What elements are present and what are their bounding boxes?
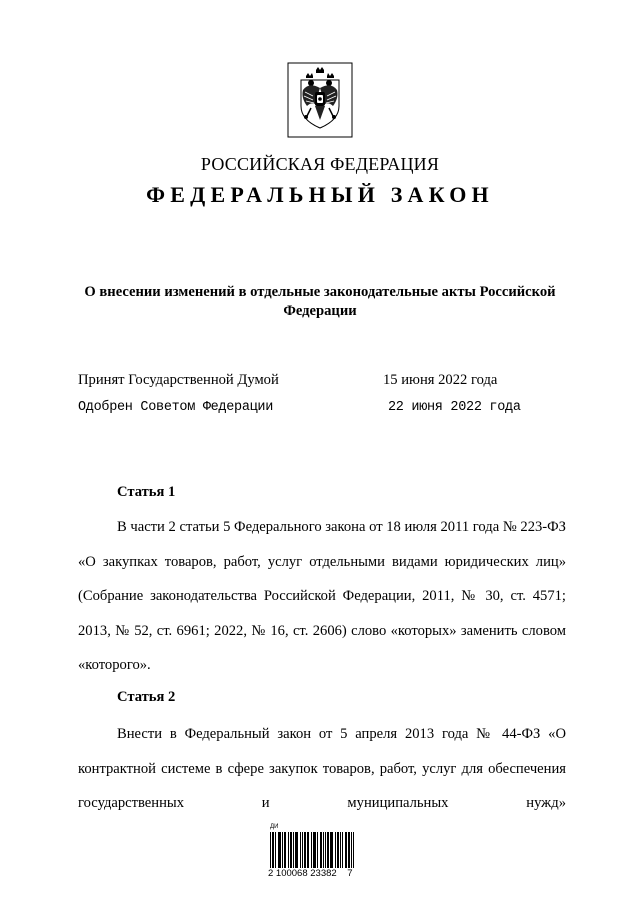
barcode-bar xyxy=(308,832,309,868)
barcode-bar xyxy=(314,832,315,868)
approved-by-council-label: Одобрен Советом Федерации xyxy=(78,400,274,415)
barcode-bar xyxy=(340,832,341,868)
barcode-bar xyxy=(270,832,271,868)
barcode-bar xyxy=(315,832,316,868)
adopted-date: 15 июня 2022 года xyxy=(383,372,498,388)
article-2-text: Внести в Федеральный закон от 5 апреля 2013 года № 44-ФЗ «О контрактной системе в сфере закупок товаров, работ, услуг для обеспечения государственных и муниципальных нужд» xyxy=(78,726,566,811)
barcode-bar xyxy=(275,832,276,868)
barcode-bar xyxy=(293,832,294,868)
barcode-bar xyxy=(345,832,346,868)
barcode-bar xyxy=(305,832,306,868)
coat-of-arms-emblem xyxy=(287,62,353,138)
barcode-bars xyxy=(268,832,358,868)
barcode-number: 2 100068 23382 7 xyxy=(268,868,353,879)
article-2-heading: Статья 2 xyxy=(117,689,176,705)
double-headed-eagle-icon xyxy=(287,62,353,138)
barcode-bar xyxy=(313,832,314,868)
barcode-bar xyxy=(285,832,286,868)
barcode-bar xyxy=(327,832,328,868)
barcode-bar xyxy=(328,832,329,868)
barcode-bar xyxy=(330,832,331,868)
barcode-bar xyxy=(296,832,297,868)
law-subject: О внесении изменений в отдельные законодательные акты Российской Федерации xyxy=(84,284,556,319)
approved-date: 22 июня 2022 года xyxy=(388,400,521,415)
barcode-bar xyxy=(291,832,292,868)
barcode-bar xyxy=(332,832,333,868)
barcode-bar xyxy=(304,832,305,868)
barcode-bar xyxy=(284,832,285,868)
barcode-bar xyxy=(346,832,347,868)
barcode-bar xyxy=(335,832,336,868)
barcode-bar xyxy=(297,832,298,868)
barcode-bar xyxy=(279,832,280,868)
barcode-bar xyxy=(302,832,303,868)
barcode-bar xyxy=(272,832,273,868)
barcode-bar xyxy=(300,832,301,868)
barcode-bar xyxy=(317,832,318,868)
document-type-title: ФЕДЕРАЛЬНЫЙ ЗАКОН xyxy=(146,182,494,207)
barcode-bar xyxy=(295,832,296,868)
barcode-bar xyxy=(349,832,350,868)
barcode-bar xyxy=(311,832,312,868)
barcode-bar xyxy=(351,832,352,868)
article-1-heading: Статья 1 xyxy=(117,484,176,500)
barcode-bar xyxy=(280,832,281,868)
barcode-bar xyxy=(325,832,326,868)
barcode xyxy=(268,824,358,884)
barcode-bar xyxy=(273,832,274,868)
barcode-bar xyxy=(288,832,289,868)
barcode-top-label: ДИ xyxy=(270,824,279,830)
barcode-bar xyxy=(282,832,283,868)
adopted-by-duma-label: Принят Государственной Думой xyxy=(78,372,279,388)
barcode-bar xyxy=(353,832,354,868)
country-title: РОССИЙСКАЯ ФЕДЕРАЦИЯ xyxy=(200,154,440,174)
article-1-text: В части 2 статьи 5 Федерального закона от 18 июля 2011 года № 223-ФЗ «О закупках товаров, работ, услуг отдельными видами юридических лиц» (Собрание законодательства Российской Федерации, 2011, № 30, ст. 4571; 2013, № 52, ст. 6961; 2022, № 16, ст. 2606) слово «которых» заменить словом «которого». xyxy=(78,519,566,673)
barcode-bar xyxy=(323,832,324,868)
barcode-bar xyxy=(278,832,279,868)
barcode-bar xyxy=(348,832,349,868)
barcode-bar xyxy=(331,832,332,868)
barcode-bar xyxy=(342,832,343,868)
barcode-bar xyxy=(320,832,321,868)
barcode-bar xyxy=(337,832,338,868)
barcode-bar xyxy=(321,832,322,868)
barcode-bar xyxy=(338,832,339,868)
barcode-bar xyxy=(307,832,308,868)
barcode-bar xyxy=(290,832,291,868)
